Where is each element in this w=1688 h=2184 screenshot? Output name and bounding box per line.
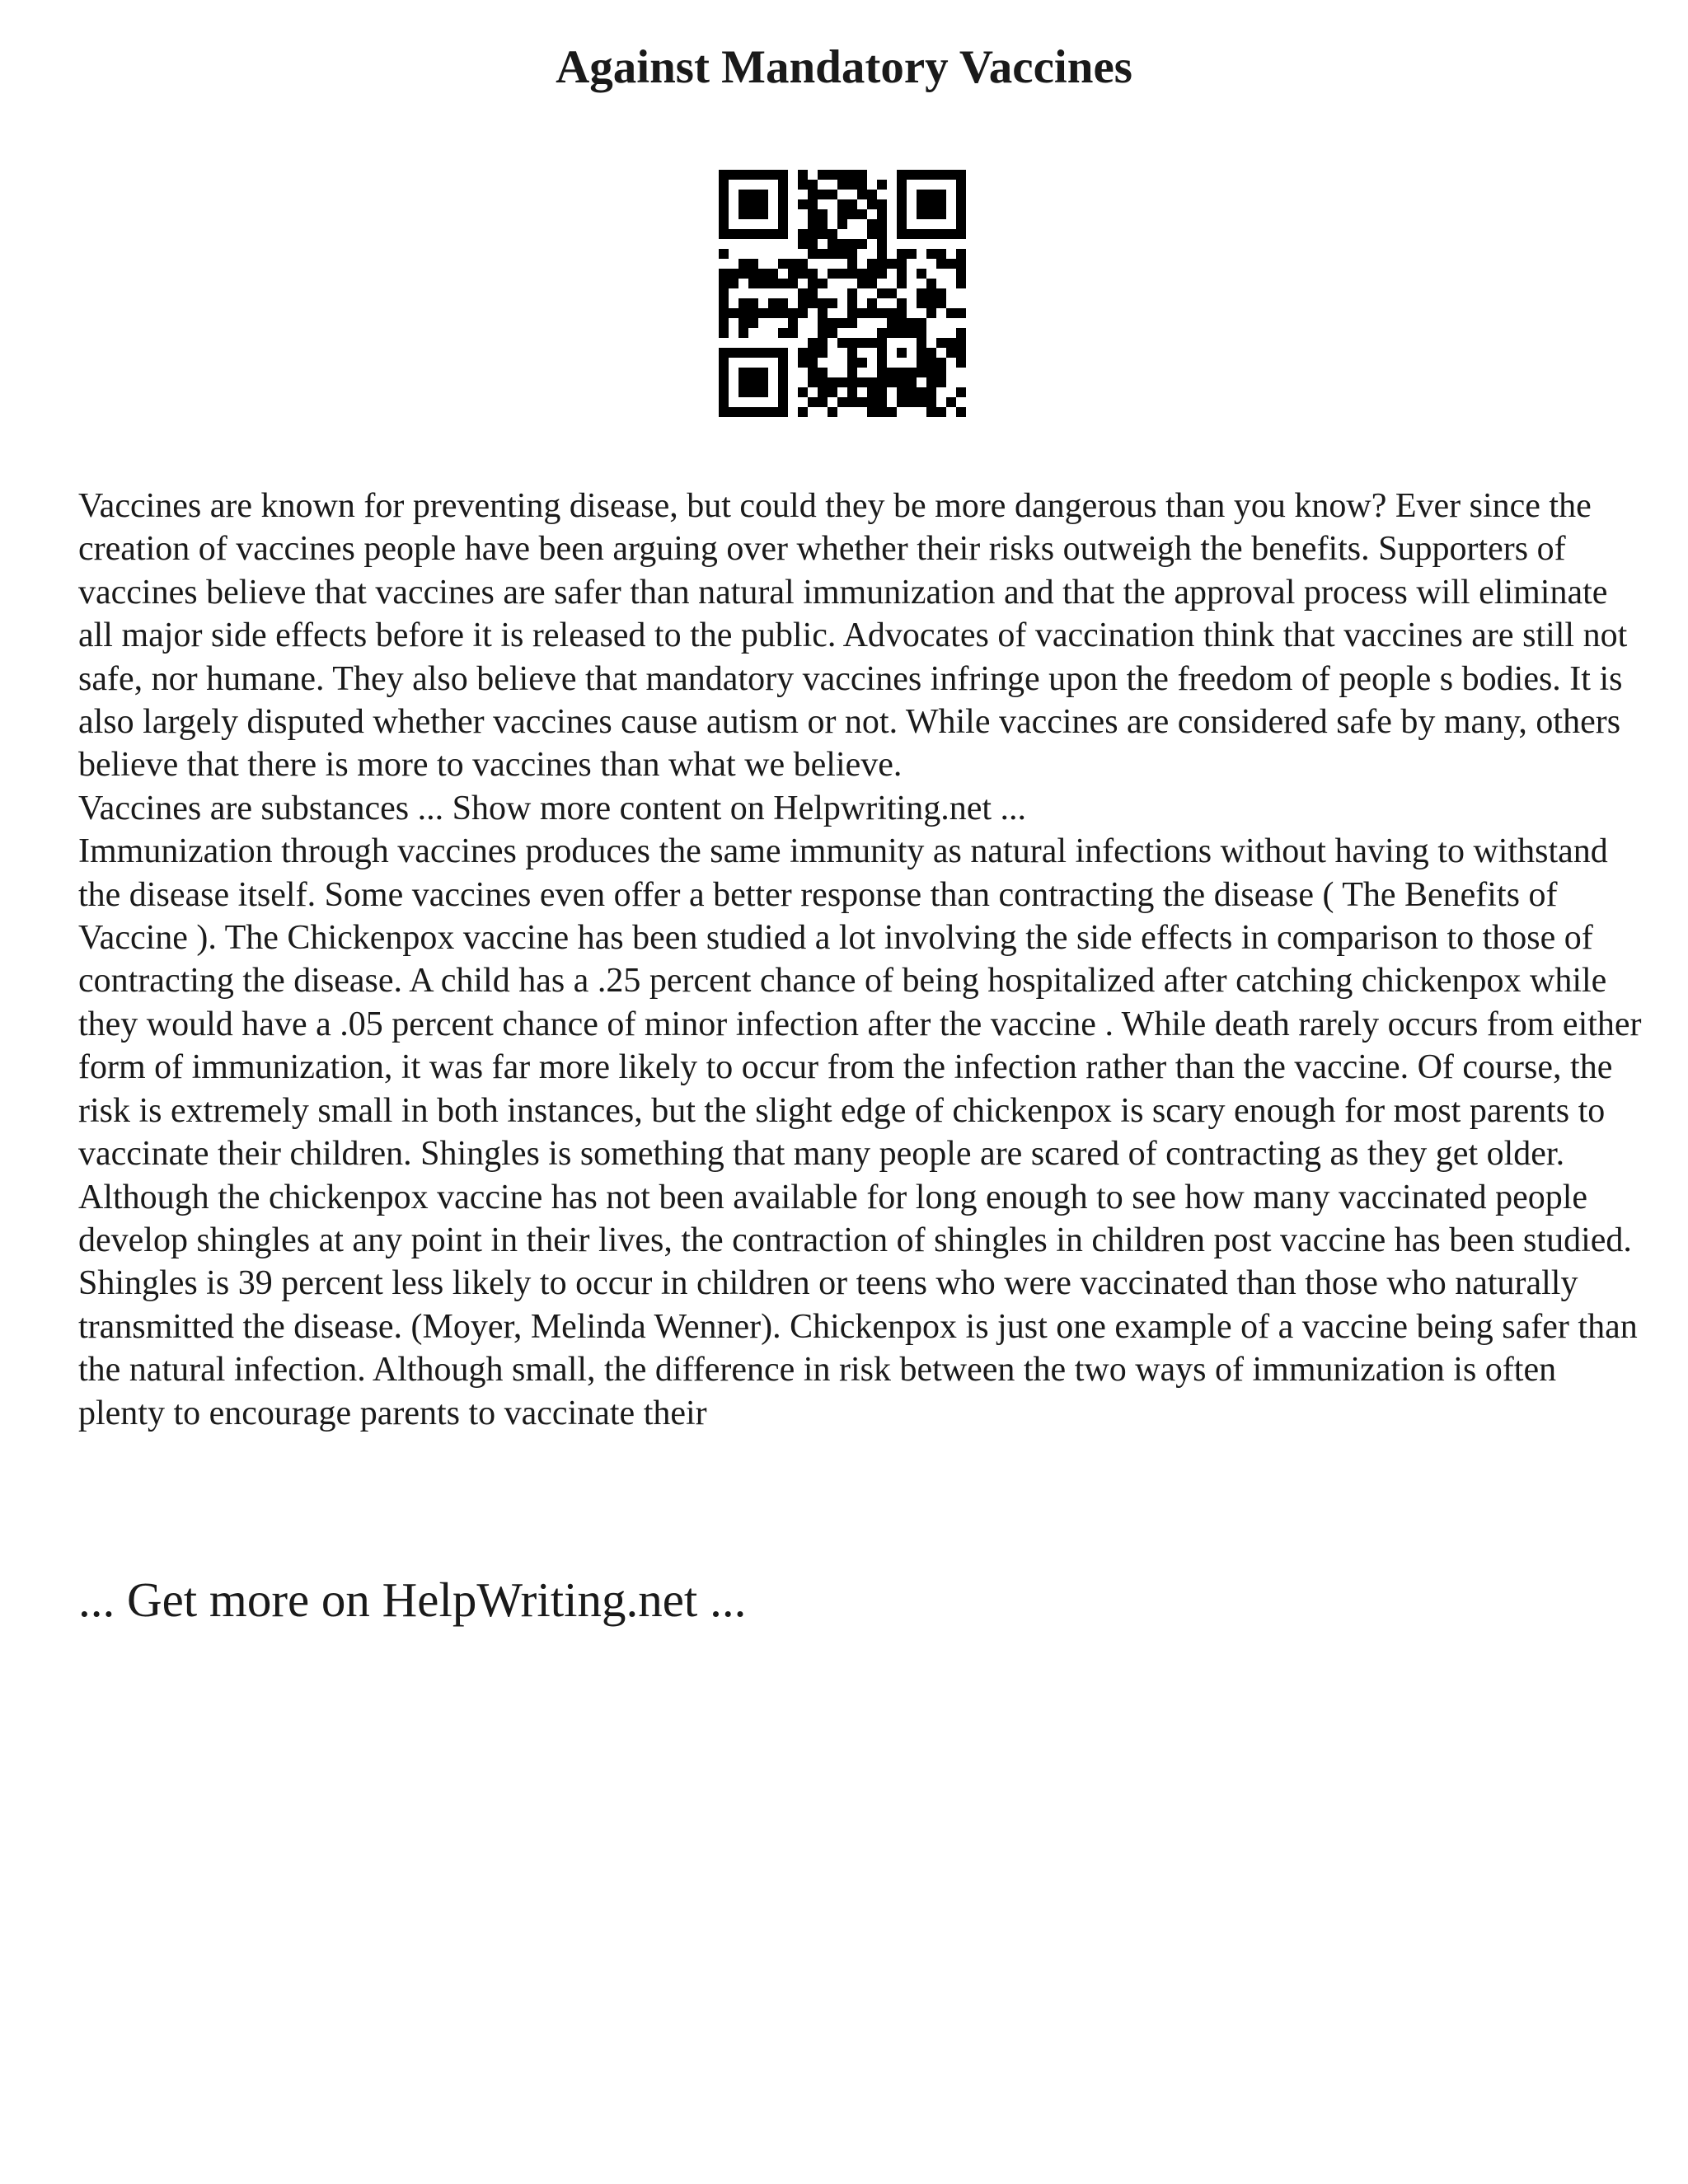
get-more-link[interactable]: ... Get more on HelpWriting.net ... xyxy=(78,1572,747,1627)
paragraph-immunization: Immunization through vaccines produces the same immunity as natural infections without having to withstand the disease itself. Some vaccines even offer a better response than contracting the disease ( The Benefits of Vaccine ). The Chickenpox vaccine has been studied a lot involving the side effects in comparison to those of contracting the disease. A child has a .25 percent chance of being hospitalized after catching chickenpox while they would have a .05 percent chance of minor infection after the vaccine . While death rarely occurs from either form of immunization, it was far more likely to occur from the infection rather than the vaccine. Of course, the risk is extremely small in both instances, but the slight edge of chickenpox is scary enough for most parents to vaccinate their children. Shingles is something that many people are scared of contracting as they get older. Although the chickenpox vaccine has not been available for long enough to see how many vaccinated people develop shingles at any point in their lives, the contraction of shingles in children post vaccine has been studied. Shingles is 39 percent less likely to occur in children or teens who were vaccinated than those who naturally transmitted the disease. (Moyer, Melinda Wenner). Chickenpox is just one example of a vaccine being safer than the natural infection. Although small, the difference in risk between the two ways of immunization is often plenty to encourage parents to vaccinate their xyxy=(78,832,1642,1432)
qr-code-icon xyxy=(719,170,966,417)
paragraph-intro: Vaccines are known for preventing disease, but could they be more dangerous than you know? Ever since the creation of vaccines people have been arguing over whether their risks outweigh the benefits. Supporters of vaccines believe that vaccines are safer than natural immunization and that the approval process will eliminate all major side effects before it is released to the public. Advocates of vaccination think that vaccines are still not safe, nor humane. They also believe that mandatory vaccines infringe upon the freedom of people s bodies. It is also largely disputed whether vaccines cause autism or not. While vaccines are considered safe by many, others believe that there is more to vaccines than what we believe. xyxy=(78,487,1628,785)
document-body xyxy=(78,485,1644,1435)
paragraph-show-more: Vaccines are substances ... Show more content on Helpwriting.net ... xyxy=(78,789,1027,827)
document-title: Against Mandatory Vaccines xyxy=(556,41,1132,93)
